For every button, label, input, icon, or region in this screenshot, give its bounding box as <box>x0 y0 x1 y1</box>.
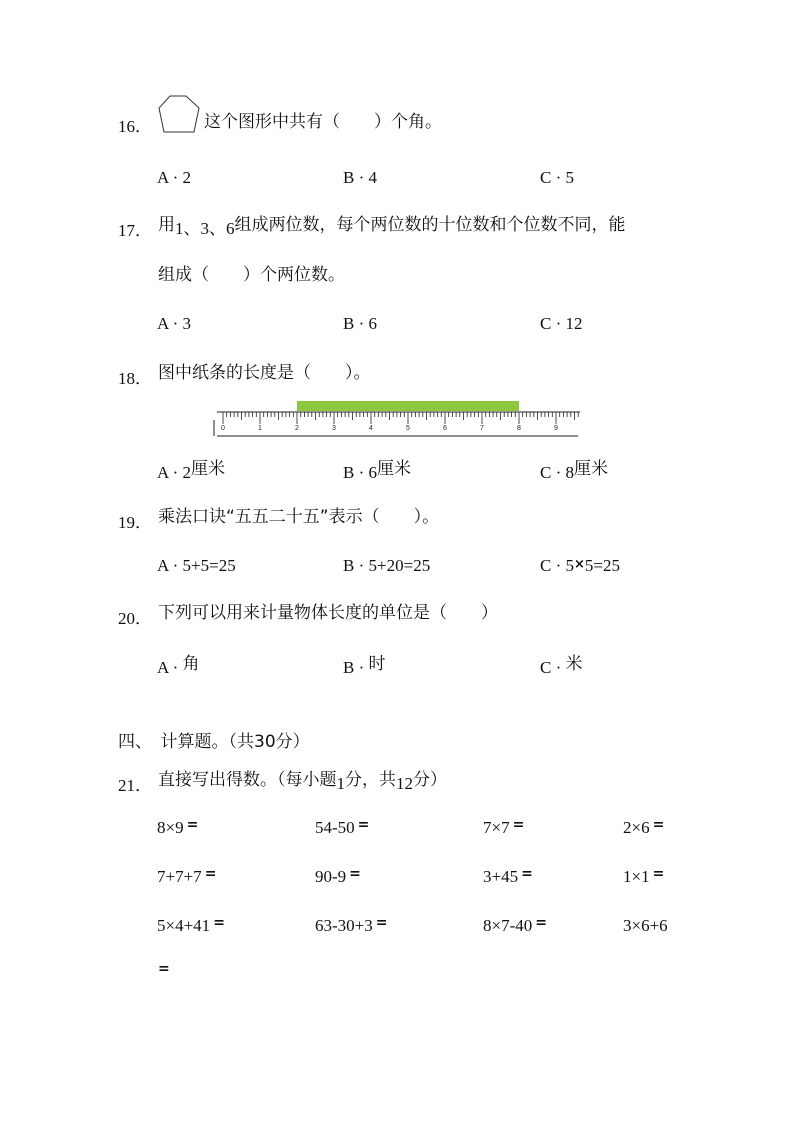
q18-option-b[interactable]: B · 6厘米 <box>343 459 412 482</box>
expr-12: 3×6+6 <box>623 916 668 935</box>
section-title: 四、 计算题。（共30分） <box>118 732 310 752</box>
expr-8: 1×1 = <box>623 866 665 886</box>
q21-number: 21． <box>118 776 152 795</box>
q19-stem: 乘法口诀“五五二十五”表示（ ）。 <box>158 507 440 527</box>
q16-option-c[interactable]: C · 5 <box>540 168 575 187</box>
ruler-tick-label: 6 <box>443 425 447 432</box>
q18-number: 18． <box>118 369 152 388</box>
ruler-tick-label: 7 <box>480 425 484 432</box>
ruler-tick-label: 0 <box>221 425 225 432</box>
ruler-tick-label: 2 <box>295 425 299 432</box>
q19-number: 19． <box>118 513 152 532</box>
expr-7: 3+45 = <box>483 866 533 886</box>
expr-2: 54-50 = <box>315 817 370 837</box>
q19-option-a[interactable]: A · 5+5=25 <box>157 556 236 575</box>
expr-5: 7+7+7 = <box>157 866 217 886</box>
ruler-tick-label: 8 <box>517 425 521 432</box>
q20-option-c[interactable]: C · 米 <box>540 654 583 677</box>
ruler-tick-label: 3 <box>332 425 336 432</box>
ruler-tick-label: 5 <box>406 425 410 432</box>
ruler-tick-label: 4 <box>369 425 373 432</box>
hexagon-figure <box>156 94 202 138</box>
q20-option-b[interactable]: B · 时 <box>343 654 386 677</box>
expr-3: 7×7 = <box>483 817 525 837</box>
ruler-tick-label: 1 <box>258 425 262 432</box>
ruler-figure <box>208 398 588 440</box>
q17-option-a[interactable]: A · 3 <box>157 314 192 333</box>
expr-11: 8×7-40 = <box>483 915 547 935</box>
q18-stem: 图中纸条的长度是（ ）。 <box>158 363 371 383</box>
q20-number: 20． <box>118 609 152 628</box>
q17-option-b[interactable]: B · 6 <box>343 314 378 333</box>
q19-option-c[interactable]: C · 5×5=25 <box>540 556 621 575</box>
expr-12-equals: = <box>158 961 170 977</box>
q18-option-c[interactable]: C · 8厘米 <box>540 459 609 482</box>
q17-stem-line2: 组成（ ）个两位数。 <box>158 265 345 285</box>
q16-option-b[interactable]: B · 4 <box>343 168 378 187</box>
q16-number: 16． <box>118 117 152 136</box>
expr-9: 5×4+41 = <box>157 915 225 935</box>
q16-option-a[interactable]: A · 2 <box>157 168 192 187</box>
q17-stem: 用1、3、6组成两位数，每个两位数的十位数和个位数不同，能 <box>158 215 626 238</box>
q17-option-c[interactable]: C · 12 <box>540 314 583 333</box>
expr-10: 63-30+3 = <box>315 915 388 935</box>
expr-6: 90-9 = <box>315 866 361 886</box>
expr-4: 2×6 = <box>623 817 665 837</box>
q21-stem: 直接写出得数。（每小题1分，共12分） <box>158 770 447 793</box>
q20-stem: 下列可以用来计量物体长度的单位是（ ） <box>158 603 498 623</box>
q18-option-a[interactable]: A · 2厘米 <box>157 459 226 482</box>
expr-1: 8×9 = <box>157 817 199 837</box>
q20-option-a[interactable]: A · 角 <box>157 654 200 677</box>
ruler-tick-label: 9 <box>554 425 558 432</box>
q19-option-b[interactable]: B · 5+20=25 <box>343 556 431 575</box>
q16-stem: 这个图形中共有（ ）个角。 <box>204 112 442 132</box>
q17-number: 17． <box>118 221 152 240</box>
paper-strip <box>297 401 519 411</box>
